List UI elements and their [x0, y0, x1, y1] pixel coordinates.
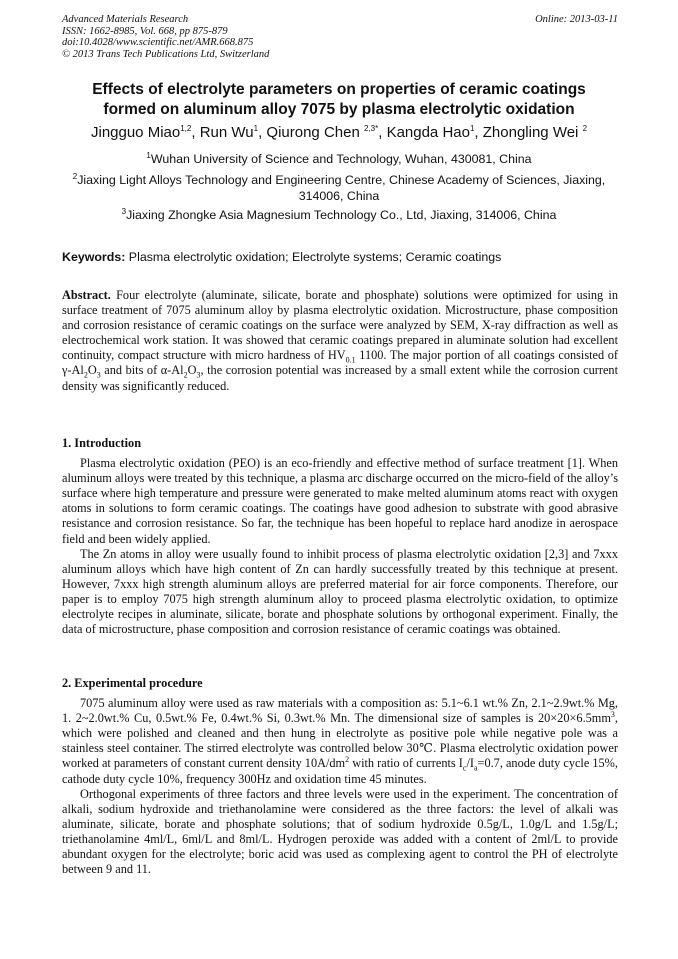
section-introduction — [62, 436, 618, 637]
affiliation-text: Jiaxing Light Alloys Technology and Engineering Centre, Chinese Academy of Sciences, Jiaxing, — [77, 173, 606, 187]
affiliation-1 — [60, 151, 618, 167]
abstract-text: O — [87, 363, 97, 378]
paragraph-text: with ratio of currents I — [349, 756, 463, 771]
affiliation-text: Wuhan University of Science and Technology, Wuhan, 430081, China — [150, 152, 532, 166]
section-heading: 1. Introduction — [62, 436, 142, 450]
superscript: 2 — [345, 755, 350, 765]
subscript: 3 — [96, 370, 101, 380]
paragraph: Plasma electrolytic oxidation (PEO) is an eco-friendly and effective method of surface treatment [1]. When aluminum alloys were treated by this technique, a plasma arc discharge occurred on the micro-field of the alloy’s surface where high temperature and pressure were generated to make melted aluminum atoms react with oxygen atoms in solutions to form ceramic coatings. The coatings have good adhesion to substrate with good abrasive resistance and corrosion resistance. So far, the technique has been hopeful to replace hard anodize in aerospace field and been widely applied. — [62, 456, 618, 546]
journal-name: Advanced Materials Research — [62, 14, 189, 25]
abstract-paragraph — [62, 288, 618, 394]
journal-header — [62, 14, 618, 60]
affiliation-number: 2 — [72, 171, 78, 181]
affiliation-text: Jiaxing Zhongke Asia Magnesium Technology Co., Ltd, Jiaxing, 314006, China — [126, 208, 557, 222]
section-heading: 2. Experimental procedure — [62, 676, 203, 690]
title-line-1: Effects of electrolyte parameters on properties of ceramic coatings — [92, 81, 586, 98]
abstract-text: Four electrolyte (aluminate, silicate, borate and phosphate) solutions were optimized for using in surface treatment of 7075 aluminum alloy by plasma electrolytic oxidation. Microstructure, phase composition and corrosion resistance of ceramic coatings on the surface were analyzed by SEM, X-ray diffraction as well as electrochemical work station. It was showed that ceramic coatings prepared in aluminate solution had excellent continuity, compact structure with micro hardness of HV — [62, 288, 618, 363]
subscript: 2 — [183, 370, 188, 380]
author-affil-mark: 2,3* — [363, 124, 379, 133]
copyright-line: © 2013 Trans Tech Publications Ltd, Switzerland — [62, 48, 270, 60]
title-line-2: formed on aluminum alloy 7075 by plasma electrolytic oxidation — [103, 101, 575, 118]
author-affil-mark: 1 — [253, 124, 259, 133]
affiliation-3 — [60, 207, 618, 223]
author-name: Zhongling Wei — [482, 124, 579, 141]
abstract-text: 1100. The major portion of all coatings consisted of γ-Al — [62, 348, 618, 378]
author-list: Jingguo Miao$^{1,2}$, Run Wu$^1$, Qiurong Chen $^{2,3*}$, Kangda Hao$^1$, Zhongling Wei $^2$ — [90, 124, 588, 141]
author-affil-mark: 1,2 — [180, 124, 192, 133]
paragraph-text: /I — [466, 756, 474, 771]
affiliation-number: 1 — [146, 150, 151, 160]
keywords-label: Keywords: — [62, 250, 126, 264]
online-date: Online: 2013-03-11 — [535, 14, 618, 25]
affiliation-2 — [60, 172, 618, 204]
subscript: c — [462, 763, 467, 773]
affiliation-number: 3 — [121, 206, 127, 216]
paragraph-text: , which were polished and cleaned and then hung in electrolyte as positive pole while negative pole was a stainless steel container. The stirred electrolyte was controlled below 30℃. Plasma electrolytic oxidation power worked at parameters of constant current density 10A/dm — [62, 711, 618, 771]
section-experimental — [62, 676, 618, 877]
subscript: a — [473, 763, 478, 773]
paragraph: The Zn atoms in alloy were usually found to inhibit process of plasma electrolytic oxidation [2,3] and 7xxx aluminum alloys which have high content of Zn can hardly successfully treated by this technique at present. However, 7xxx high strength aluminum alloys are preferred material for air force components. Therefore, our paper is to employ 7075 high strength aluminum alloy to proceed plasma electrolytic oxidation, to optimize electrolyte recipes in aluminate, silicate, borate and phosphate solutions by orthogonal experiment. Finally, the data of microstructure, phase composition and corrosion resistance of ceramic coatings was obtained. — [62, 546, 618, 637]
abstract-text: and bits of α-Al — [100, 363, 184, 378]
author-affil-mark: 1 — [469, 124, 475, 133]
paragraph — [62, 696, 618, 787]
subscript: 2 — [83, 370, 88, 380]
affiliation-text-continued: 314006, China — [298, 189, 380, 203]
author-name: Qiurong Chen — [266, 124, 360, 141]
paper-title — [40, 80, 638, 120]
keywords — [62, 249, 618, 265]
superscript: 3 — [610, 710, 615, 720]
abstract — [62, 288, 618, 394]
paragraph-text: =0.7, anode duty cycle 15%, cathode duty cycle 10%, frequency 300Hz and oxidation time 45 minutes. — [62, 756, 618, 786]
keywords-text: Plasma electrolytic oxidation; Electrolyte systems; Ceramic coatings — [125, 250, 502, 264]
abstract-text: O — [187, 363, 197, 378]
abstract-label: Abstract. — [62, 288, 111, 302]
subscript: 0.1 — [345, 355, 356, 365]
paragraph-text: 7075 aluminum alloy were used as raw materials with a composition as: 5.1~6.1 wt.% Zn, 2.1~2.9wt.% Mg, 1. 2~2.0wt.% Cu, 0.5wt.% Fe, 0.4wt.% Si, 0.3wt.% Mn. The dimensional size of samples is 20×20×6.5mm — [62, 696, 618, 726]
doi-line: doi:10.4028/www.scientific.net/AMR.668.875 — [62, 37, 254, 48]
author-name: Jingguo Miao — [90, 124, 181, 141]
issn-line: ISSN: 1662-8985, Vol. 668, pp 875-879 — [62, 25, 228, 37]
abstract-text: , the corrosion potential was increased by a small extent while the corrosion current density was significantly reduced. — [62, 363, 618, 393]
author-affil-mark: 2 — [582, 124, 588, 133]
subscript: 3 — [196, 370, 201, 380]
paragraph: Orthogonal experiments of three factors and three levels were used in the experiment. The concentration of alkali, sodium hydroxide and triethanolamine were considered as the three factors: the level of alkali was aluminate, silicate, borate and phosphate solutions; that of sodium hydroxide 0.5g/L, 1.0g/L and 1.5g/L; triethanolamine 4ml/L, 6ml/L and 8ml/L. Hydrogen peroxide was added with a content of 2ml/L to provide abundant oxygen for the electrolyte; boric acid was used as complexing agent to control the PH of electrolyte between 9 and 11. — [62, 786, 618, 877]
author-name: Kangda Hao — [386, 124, 470, 141]
author-name: Run Wu — [199, 124, 254, 141]
